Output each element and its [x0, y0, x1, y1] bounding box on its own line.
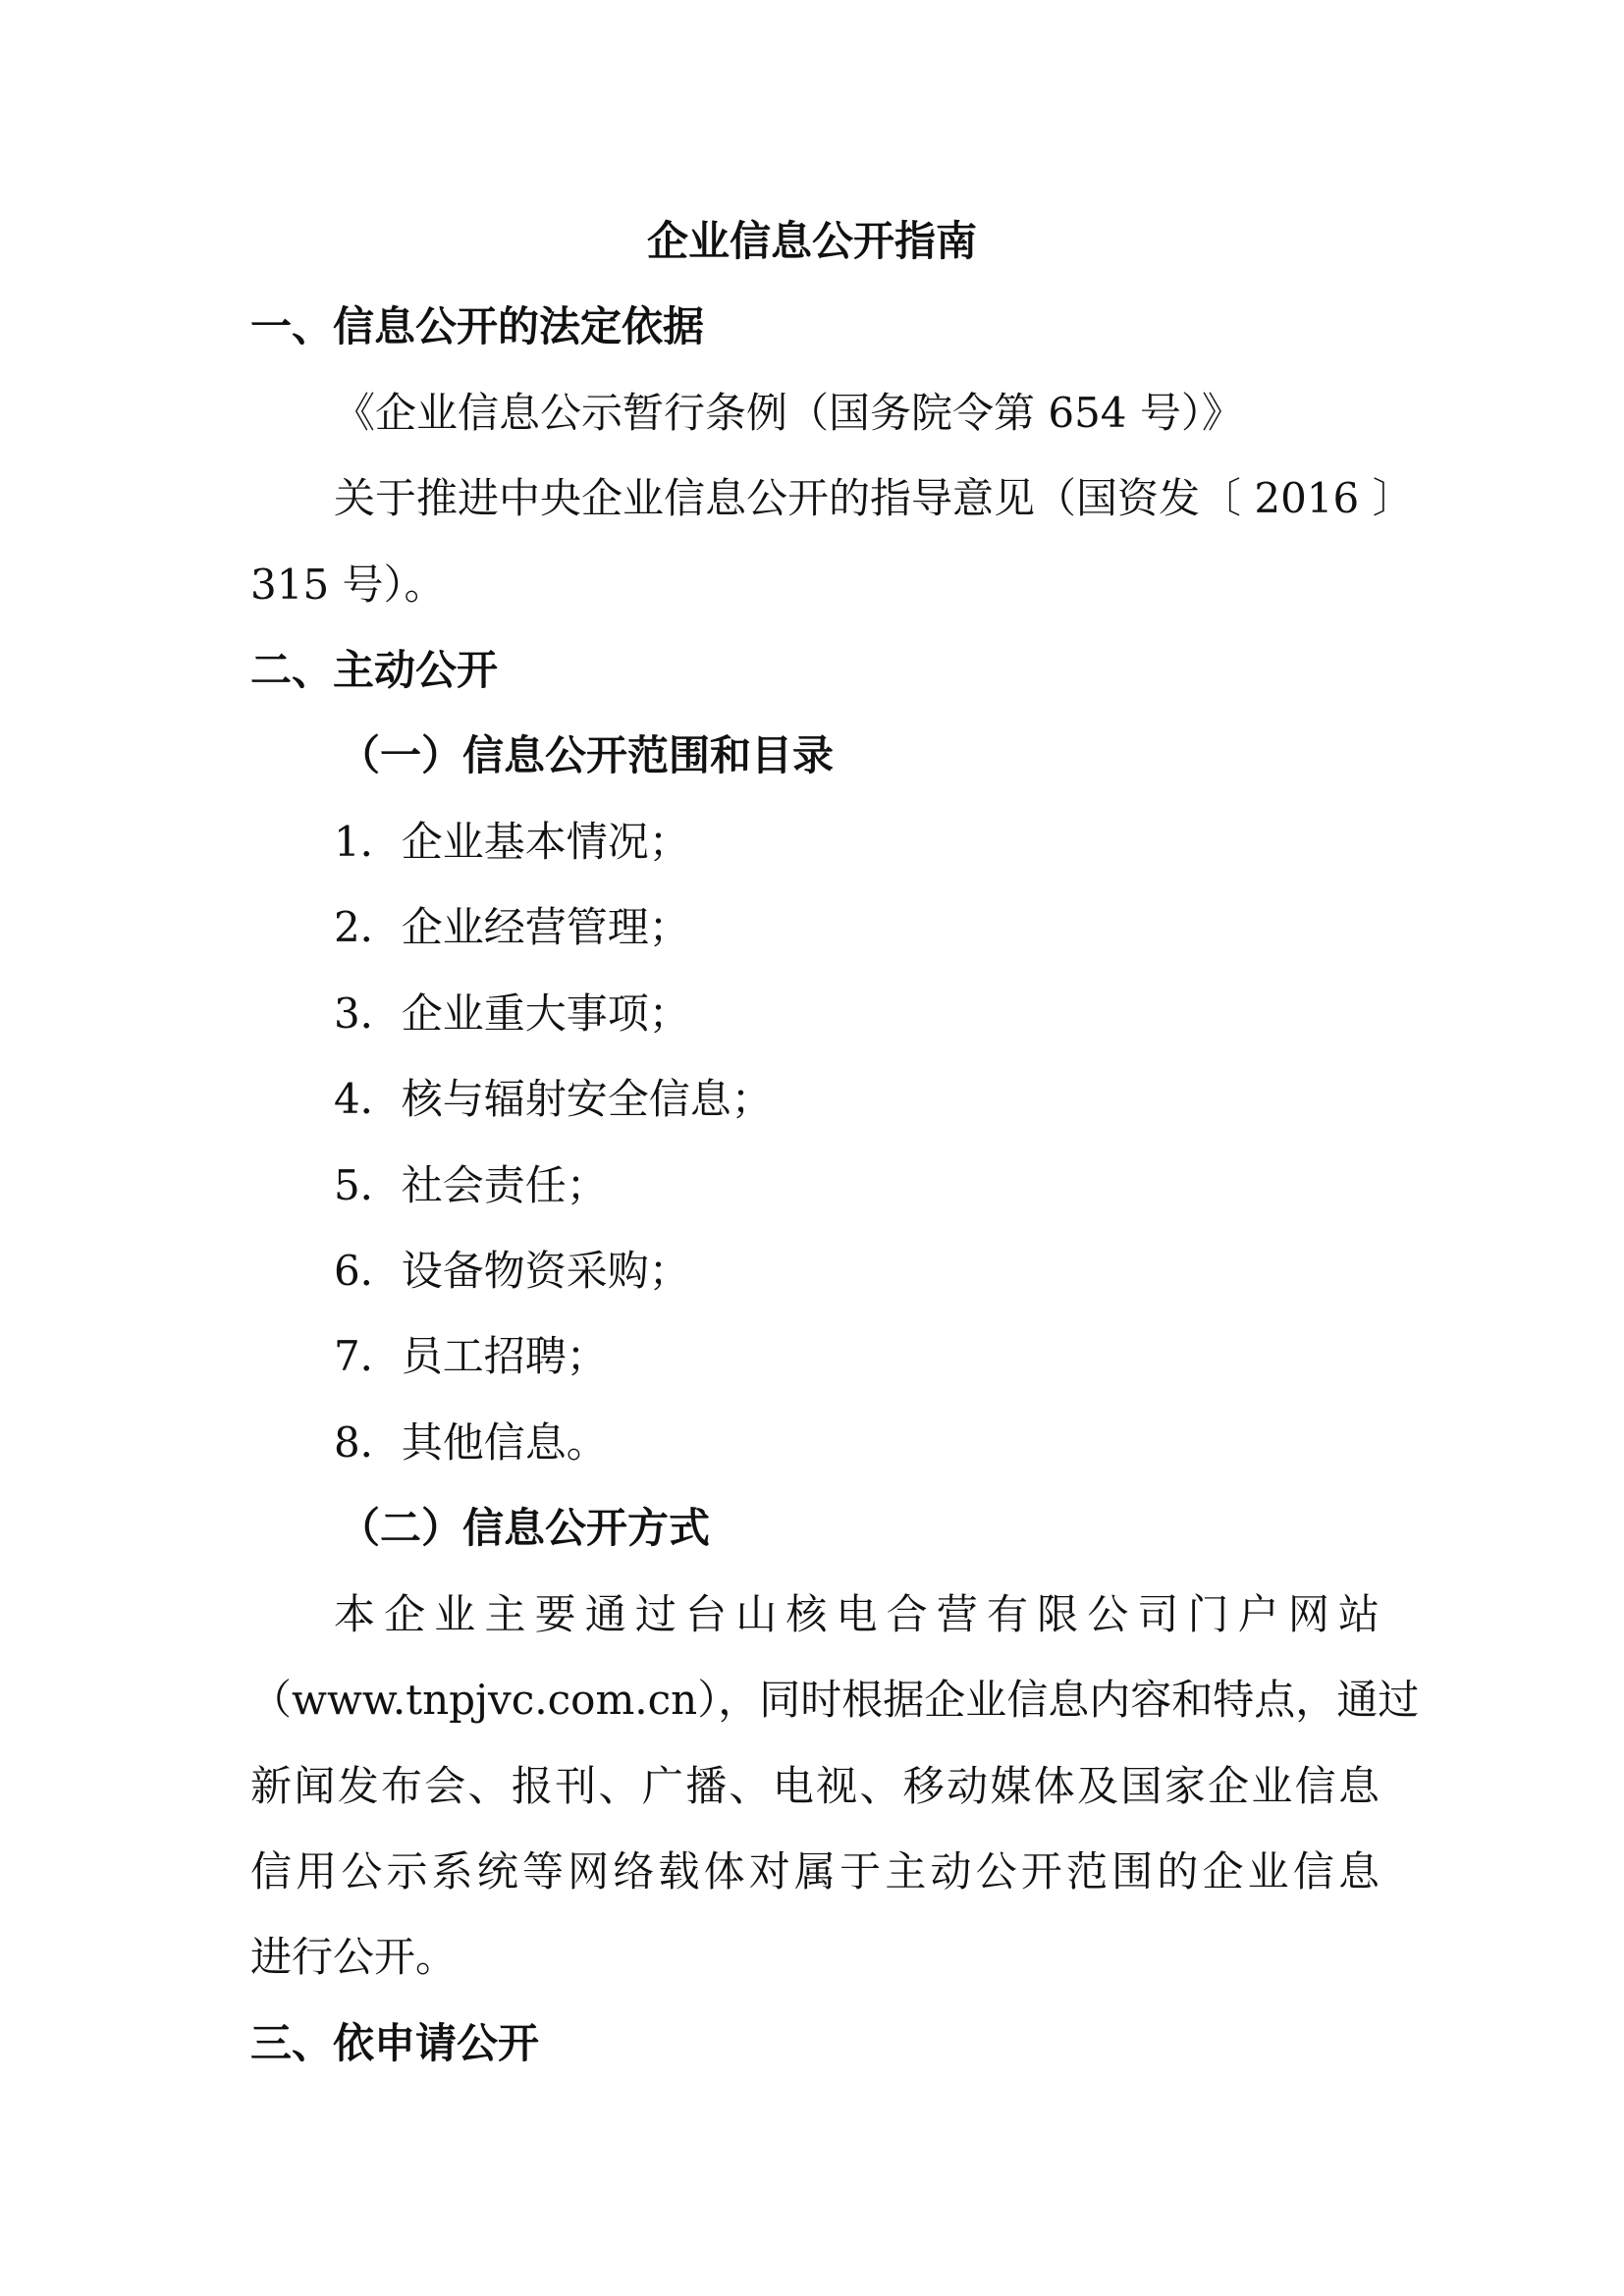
method-paragraph-line: （www.tnpjvc.com.cn），同时根据企业信息内容和特点，通过 [250, 1676, 1420, 1724]
basis-line-2: 关于推进中央企业信息公开的指导意见（国资发〔 2016 〕 [334, 474, 1414, 522]
list-item: 5．社会责任； [334, 1161, 608, 1209]
method-paragraph-line: 信用公示系统等网络载体对属于主动公开范围的企业信息 [250, 1847, 1380, 1896]
list-item: 1．企业基本情况； [334, 818, 690, 866]
list-item: 6．设备物资采购； [334, 1247, 690, 1295]
basis-line-1: 《企业信息公示暂行条例（国务院令第 654 号）》 [334, 389, 1243, 437]
section-heading-active-disclosure: 二、主动公开 [250, 646, 499, 694]
method-paragraph-line: 进行公开。 [250, 1933, 458, 1981]
list-item: 4．核与辐射安全信息； [334, 1075, 773, 1123]
list-item: 3．企业重大事项； [334, 989, 690, 1038]
method-paragraph-line: 新闻发布会、报刊、广播、电视、移动媒体及国家企业信息 [250, 1762, 1380, 1810]
page-title: 企业信息公开指南 [646, 217, 977, 265]
subsection-heading-scope: （一）信息公开范围和目录 [339, 731, 835, 779]
list-item: 7．员工招聘； [334, 1332, 608, 1380]
list-item: 8．其他信息。 [334, 1418, 608, 1467]
section-heading-request-disclosure: 三、依申请公开 [250, 2019, 540, 2067]
method-paragraph-line: 本企业主要通过台山核电合营有限公司门户网站 [334, 1590, 1380, 1638]
list-item: 2．企业经营管理； [334, 903, 690, 951]
basis-line-3: 315 号）。 [250, 561, 446, 609]
section-heading-legal-basis: 一、信息公开的法定依据 [250, 302, 705, 350]
subsection-heading-method: （二）信息公开方式 [339, 1504, 711, 1552]
